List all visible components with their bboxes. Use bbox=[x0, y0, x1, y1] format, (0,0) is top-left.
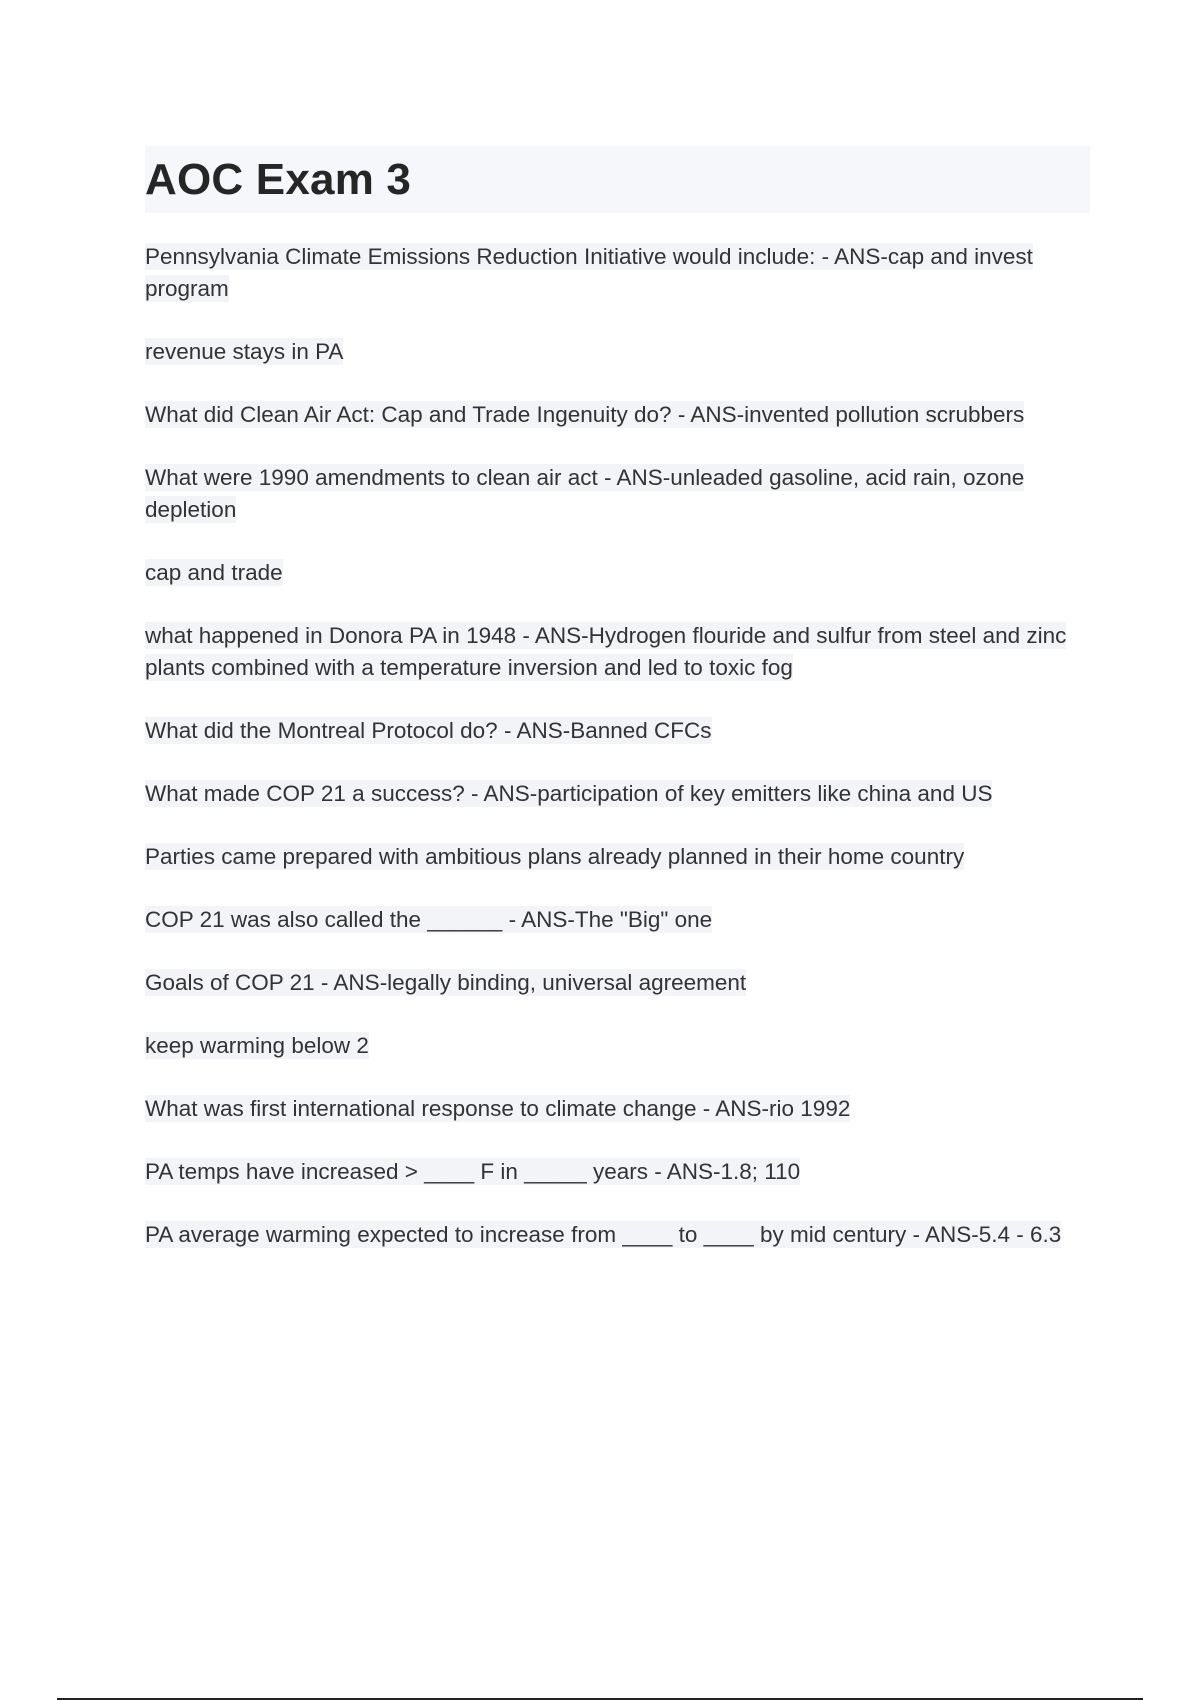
qa-entry-text: Goals of COP 21 - ANS-legally binding, universal agreement bbox=[145, 970, 747, 995]
qa-entry-text: COP 21 was also called the ______ - ANS-The "Big" one bbox=[145, 907, 713, 932]
qa-entry-text: Pennsylvania Climate Emissions Reduction Initiative would include: - ANS-cap and invest program bbox=[145, 244, 1033, 301]
qa-entry-11 bbox=[145, 967, 1090, 999]
qa-entry-text: What made COP 21 a success? - ANS-participation of key emitters like china and US bbox=[145, 781, 993, 806]
qa-entry-4 bbox=[145, 462, 1090, 526]
qa-entry-13 bbox=[145, 1093, 1090, 1125]
qa-entry-6 bbox=[145, 620, 1090, 684]
qa-entry-text: What was first international response to climate change - ANS-rio 1992 bbox=[145, 1096, 851, 1121]
qa-entry-14 bbox=[145, 1156, 1090, 1188]
qa-entry-1 bbox=[145, 241, 1090, 305]
qa-entry-2 bbox=[145, 336, 1090, 368]
qa-entry-10 bbox=[145, 904, 1090, 936]
qa-entry-7 bbox=[145, 715, 1090, 747]
qa-entry-text: What did the Montreal Protocol do? - ANS-Banned CFCs bbox=[145, 718, 712, 743]
document-page bbox=[145, 146, 1090, 1282]
qa-entry-text: revenue stays in PA bbox=[145, 339, 344, 364]
qa-entry-text: What did Clean Air Act: Cap and Trade Ingenuity do? - ANS-invented pollution scrubbers bbox=[145, 402, 1025, 427]
qa-entry-3 bbox=[145, 399, 1090, 431]
qa-entry-8 bbox=[145, 778, 1090, 810]
qa-entry-text: What were 1990 amendments to clean air act - ANS-unleaded gasoline, acid rain, ozone depletion bbox=[145, 465, 1025, 522]
qa-entry-text: PA average warming expected to increase from ____ to ____ by mid century - ANS-5.4 - 6.3 bbox=[145, 1222, 1062, 1247]
qa-entry-text: keep warming below 2 bbox=[145, 1033, 369, 1058]
qa-entry-text: cap and trade bbox=[145, 560, 283, 585]
qa-list bbox=[145, 241, 1090, 1251]
qa-entry-5 bbox=[145, 557, 1090, 589]
qa-entry-9 bbox=[145, 841, 1090, 873]
qa-entry-text: Parties came prepared with ambitious plans already planned in their home country bbox=[145, 844, 965, 869]
qa-entry-12 bbox=[145, 1030, 1090, 1062]
title-banner bbox=[145, 146, 1090, 213]
qa-entry-text: PA temps have increased > ____ F in _____ years - ANS-1.8; 110 bbox=[145, 1159, 801, 1184]
qa-entry-15 bbox=[145, 1219, 1090, 1251]
page-title: AOC Exam 3 bbox=[145, 154, 412, 204]
qa-entry-text: what happened in Donora PA in 1948 - ANS-Hydrogen flouride and sulfur from steel and zinc plants combined with a temperature inversion and led to toxic fog bbox=[145, 623, 1067, 680]
